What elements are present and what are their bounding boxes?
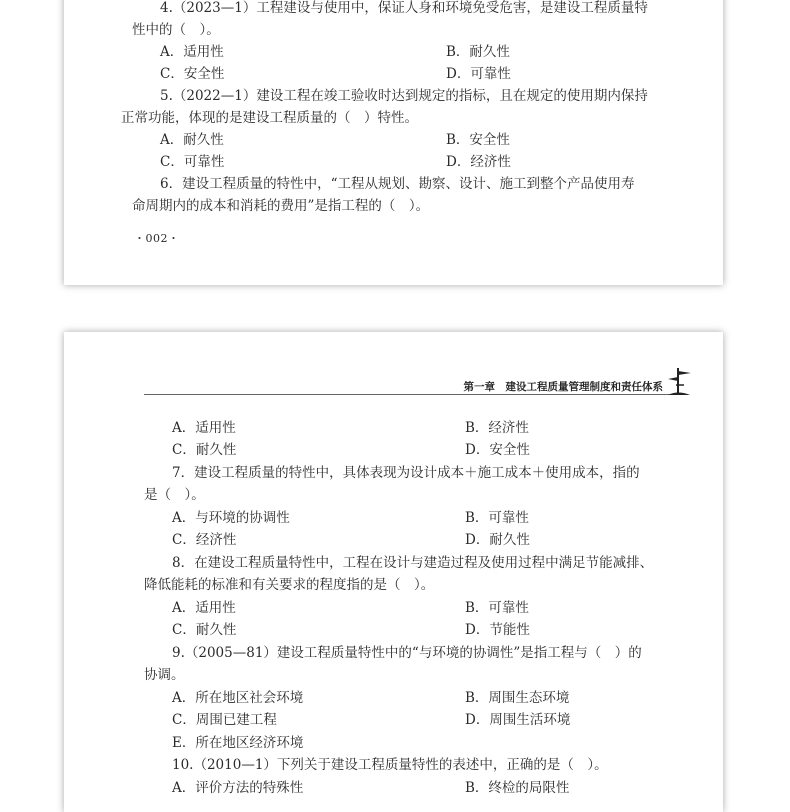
question-9-line-2: 协调。 — [144, 667, 185, 683]
question-8-line-1: 8．在建设工程质量特性中，工程在设计与建造过程及使用过程中满足节能减排、 — [172, 555, 654, 571]
option-c: C．周围已建工程 — [172, 712, 277, 728]
option-a: A．与环境的协调性 — [172, 510, 290, 526]
question-5-line-2: 正常功能，体现的是建设工程质量的（ ）特性。 — [121, 110, 418, 126]
option-b: B．耐久性 — [446, 44, 510, 60]
option-c: C．耐久性 — [172, 442, 237, 458]
option-b: B．可靠性 — [465, 510, 529, 526]
question-8-line-2: 降低能耗的标准和有关要求的程度指的是（ ）。 — [144, 577, 435, 593]
option-b: B．经济性 — [465, 420, 529, 436]
option-a: A．所在地区社会环境 — [172, 690, 304, 706]
question-4-line-1: 4.（2023—1）工程建设与使用中，保证人身和环境免受危害，是建设工程质量特 — [160, 0, 648, 16]
option-b: B．终检的局限性 — [465, 780, 570, 796]
option-d: D．周围生活环境 — [465, 712, 571, 728]
option-d: D．耐久性 — [465, 532, 530, 548]
option-d: D．经济性 — [446, 154, 511, 170]
page-number: ・002・ — [134, 232, 180, 245]
question-4-line-2: 性中的（ ）。 — [132, 22, 220, 38]
question-7-line-2: 是（ ）。 — [144, 487, 205, 503]
option-d: D．节能性 — [465, 622, 530, 638]
option-a: A．评价方法的特殊性 — [172, 780, 304, 796]
option-d: D．可靠性 — [446, 66, 511, 82]
signpost-icon — [664, 364, 694, 398]
header-rule — [144, 394, 680, 395]
question-9-line-1: 9.（2005—81）建设工程质量特性中的“与环境的协调性”是指工程与（ ）的 — [172, 645, 642, 661]
option-b: B．安全性 — [446, 132, 510, 148]
book-page-002 — [64, 0, 723, 285]
option-a: A．适用性 — [172, 420, 236, 436]
option-b: B．可靠性 — [465, 600, 529, 616]
question-6-line-1: 6．建设工程质量的特性中，“工程从规划、勘察、设计、施工到整个产品使用寿 — [160, 176, 635, 192]
option-b: B．周围生态环境 — [465, 690, 570, 706]
option-d: D．安全性 — [465, 442, 530, 458]
question-6-line-2: 命周期内的成本和消耗的费用”是指工程的（ ）。 — [132, 198, 430, 214]
option-a: A．适用性 — [160, 44, 224, 60]
question-7-line-1: 7．建设工程质量的特性中，具体表现为设计成本＋施工成本＋使用成本，指的 — [172, 465, 640, 481]
book-page-003 — [64, 332, 723, 812]
question-5-line-1: 5.（2022—1）建设工程在竣工验收时达到规定的指标，且在规定的使用期内保持 — [160, 88, 648, 104]
option-a: A．耐久性 — [160, 132, 224, 148]
option-a: A．适用性 — [172, 600, 236, 616]
option-c: C．安全性 — [160, 66, 225, 82]
question-10-line-1: 10.（2010—1）下列关于建设工程质量特性的表述中，正确的是（ ）。 — [172, 757, 608, 773]
option-c: C．耐久性 — [172, 622, 237, 638]
chapter-header: 第一章 建设工程质量管理制度和责任体系 — [463, 381, 663, 393]
option-e: E．所在地区经济环境 — [172, 735, 304, 751]
option-c: C．经济性 — [172, 532, 237, 548]
option-c: C．可靠性 — [160, 154, 225, 170]
